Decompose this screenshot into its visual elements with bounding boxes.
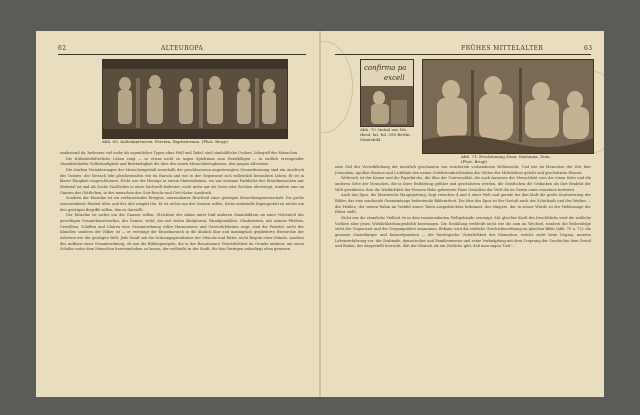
header-rule: [335, 54, 591, 55]
relief-photo: [102, 59, 288, 139]
right-page: [321, 31, 604, 397]
running-head: FRÜHES MITTELALTER: [461, 45, 544, 52]
running-head: ALTEUROPA: [161, 45, 204, 52]
figure-caption: Abb. 69. Außenkärtnerin. Ferrara, Baptisterium. (Phot. Brogi): [102, 139, 228, 144]
paragraph: Die starken Veränderungen der Menschengestalt innerhalb der geschlossenen angestrengten Gesamtformung sind ein Ausdruck des Geistes: der Mensch lebt gleichermaßen wie im Barock und wie in der Gegenwart sich willentlich besondern Leben. Er ist in klarer Einigkeit eingeschlossen. Nicht wie der Heutige in einem Materialismus, wo nur einsame Farblöcke der Einzelmenschen nur Material ist und als Sache Sachliches in einer Sachwelt bedeutet; nicht mehr nur als Geist oder Zeichen überwiegt, sondern eins im Ganzen des Göttlichen, in des menschen des Gott-Reichs und Gott-Natur Ausdruck.: [60, 167, 304, 195]
figure-caption: Abb. 70. Initial aus Ms. theol. lat. fol. 358 Berlin, Staatsbibl.: [360, 127, 411, 142]
page-number: 62: [58, 45, 67, 52]
manuscript-initial-image: [361, 60, 413, 126]
paragraph: Nicht nur die räumliche Vielheit ist in dem transzendenten Weltgebäude vereinigt. Mit gleicher Kraft des Durchblicks wird die zeitliche Vielheit aber jenen Wirklichkeitsaugenblick bezwungen. Die Erzählung verbleibt nicht wie die zum im Wechsel, sondern die Reihenfolge steht der Gegenwart und der Vergangenheit zusammen; Bekann wird die zeitliche Geschichtsordnung im gleichen Bilde (Abb. 70 u. 72): die gesamte Staatsbürger und Kaiserdynastien — die theologische Unterlichkeit des Menschen, welche nicht beim Dogma, inneren Lebenserfahrung vor: die Grabmale, dynastischer und Familienwesen und seine Verknüpfung mit dem Ursprung der Geschichte dem Grund und Boden, der dargestellt herrscht, daß der Mensch als ein Zeitliche gibt, daß man sagen 'Daß'...: [335, 215, 591, 249]
inscription-line: excell: [384, 74, 405, 82]
relief-sculpture-image: [103, 60, 287, 138]
paragraph: Weltreich ist der Kaiser und die Papstkirche, die Idee der Universalität, die nach Anwesen der Menschheit vom der einen Seite und die anderen Seite der Menschen, die in ihrer Entfaltung geführt und geschützten werden, die Geistlichen die Gedanken als ihre Realität der Welt gewährten, ihre die Wirklichkeit der Formen Ruhe gebreitete Haus Gestalten der Welt die im Geiste eines einzelnen bedeutet.: [335, 176, 591, 192]
paragraph: Sondern der Einzelne ist ein verbesserndes Ereignis, untrennbarer Bruchteil einer geistigen Menschengemeinschaft. Die große transzendente Einheit Alter und der Alte umgibt ihn. Er ist nichts um des Ganzen willen. Seine materielle Eigengestalt ist nichts um den geistigen Begriffs willen, den es darstellt.: [60, 196, 304, 212]
body-text: [60, 151, 304, 387]
inscription-line: confirma pa: [364, 64, 407, 72]
paragraph: umfassend da, bedeuten viel mehr als eigentlicher Typen ohne Fehl und Tadel; sind sinnbildliche Urchen, Inbegriff des Menschen.: [60, 151, 299, 155]
left-page: [36, 31, 319, 397]
paragraph: näre Ziel der Verwirklichung der innerlich geschauten von vornherein vorhandenen Weltansicht. Und wie im Menschen der Zeit hier Jerusalem, Apollon-Statuen und Lichtlinie den neuen Gelehrtendurchlaufen der Götter des Mittelalters geteilt und geschützten Häuser.: [335, 165, 591, 175]
book-spread: [36, 31, 604, 397]
manuscript-initial-photo: [360, 59, 414, 127]
madonna-relief-image: [423, 60, 593, 153]
page-number: 63: [584, 45, 593, 52]
relief-photo: [422, 59, 594, 154]
paragraph: Der Einzelne ist nichts um des Ganzen willen: Gleichwie der Adam unter hinf anderen Staatsbildern an einer Nebenteil des gewaltigen Gesamtkunstwerkes, des Domes, steht, der mit vielen Skulpturen, Wandgemälden, Glasfenstern, mit seinem Pfeilern, Gewölben, Schiffen und Chören eine Gesamtordnung voller Harmonieen und Gesetzlichkeiten zeigt, sind die Priester, nicht der Künstler, sondern der Völker ist — er vereinigt der Einzelmensch in die ähnlich klar und mannigfach gegliederte Hierarchie der Arbeiten wie der geistigen Welt. Jede Zunft sah die Ordnungsgrundsätze der Mönche und Ritter, nicht Regeln einer Stände, sondern des Aufbaus einer Gesamtordnung, ob nun die Bildungsregeln, die in der Renaissance Gesetzlichkeit im Grunde umfasst, um einen Schüler unter dem Menschen hervorzuheben zu lassen, der vielleicht in der Stadt, für den Geringen unbedingt eben gewesen.: [60, 213, 304, 252]
paragraph: Auch das Epos, die literarische Hauptgattung, liegt zwischen 4 und 6 einer Welt und gerade bei ihm läuft die große Konturierung der Bilder, das eine machende Gesammtauge bedeutende Bilderarbeit. Die Idee des Epos ist der Gestalt auch des Schicksals und des Werkes — des Helden, der seinen Ruhm im Vorbild seiner Taten ausgedrückten bekommt, des Sängers, der in seiner Würde zu der Heldensage der Ritter stellt.: [335, 193, 591, 215]
header-rule: [58, 54, 306, 55]
paragraph: Die frühmittelalterliche Leben zeigt — so etwas nicht zu sagen Spielraum zum Zwiefältigen — in endlich erzeugender charakterhafter Selbständigkeit und Beständigkeit die Idee des neuen Menschheitsglanzes, den jungen Altertums.: [60, 156, 304, 167]
body-text: [335, 165, 591, 391]
figure-caption: Abb. 71. Erscheinung Zwar. Madonna, Dom. (Phot. Brogi): [461, 154, 551, 164]
